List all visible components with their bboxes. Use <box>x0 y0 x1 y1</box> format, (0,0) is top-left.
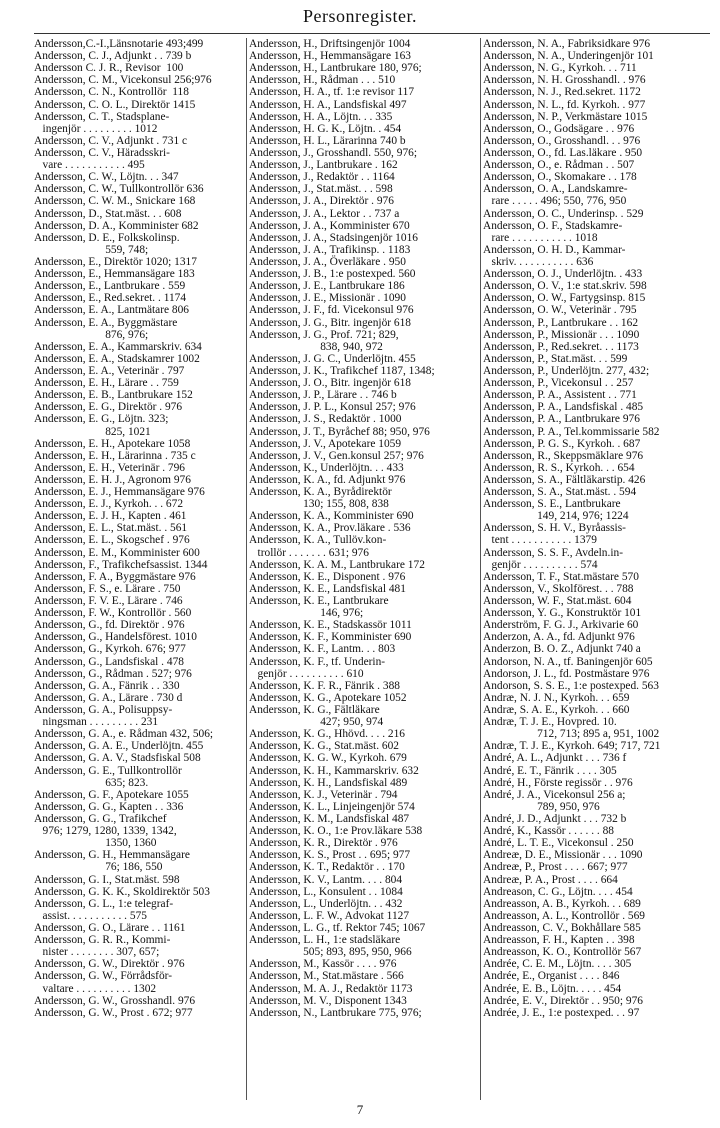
register-entry-line: Andreasson, F. H., Kapten . . 398 <box>483 934 635 947</box>
register-entry-line: Andersson, J. T., Byråchef 88; 950, 976 <box>249 425 430 438</box>
register-entry-line: Andersson, G. W., Direktör . 976 <box>34 958 185 971</box>
register-entry-line: Andersson, L., Underlöjtn. . . 432 <box>249 897 403 910</box>
register-entry-line: Andersson, S. E., Lantbrukare <box>483 498 621 511</box>
page-number: 7 <box>356 1102 364 1117</box>
register-entry-line: Andersson, K. L., Linjeingenjör 574 <box>249 800 415 813</box>
register-entry-line: Andersson, K. A., Komminister 690 <box>249 510 414 523</box>
register-entry-line: Andersson, K. A., Byrådirektör <box>249 486 392 499</box>
register-entry-line: Andrée, E. B., Löjtn. . . . . 454 <box>483 982 622 995</box>
register-entry-line: Andersson, K., Underlöjtn. . . 433 <box>249 461 404 474</box>
register-entry-line: Andersson, G. H., Hemmansägare <box>34 849 190 862</box>
register-entry-line: Andersson, E. M., Komminister 600 <box>34 546 200 559</box>
register-entry-line: Andersson, K. T., Redaktör . . 170 <box>249 861 405 874</box>
register-entry-line: Andreason, C. G., Löjtn. . . . 454 <box>483 885 633 898</box>
register-entry-line: Andersson, O., Skomakare . . 178 <box>483 171 637 184</box>
register-entry-line: trollör . . . . . . . 631; 976 <box>249 546 369 559</box>
register-entry-line: Andreæ, P. A., Prost . . . . 664 <box>483 873 618 886</box>
register-entry-line: Andersson, E. H., Lärarinna . 735 c <box>34 449 196 462</box>
register-entry-line: Andersson, N. J., Red.sekret. 1172 <box>483 86 641 99</box>
register-entry-line: Andrée, J. E., 1:e postexped. . . 97 <box>483 1006 640 1019</box>
register-entry-line: Andersson, K. E., Lantbrukare <box>249 595 389 608</box>
register-entry-line: Andersson, P. A., Assistent . . 771 <box>483 389 637 402</box>
register-entry-line: Andersson, K. R., Direktör . 976 <box>249 837 398 850</box>
register-entry-line: Andersson, G., Rådman . 527; 976 <box>34 667 192 680</box>
register-entry-line: Andersson, L. H., 1:e stadsläkare <box>249 934 401 947</box>
register-entry-line: Andersson, S. S. F., Avdeln.in- <box>483 546 624 559</box>
register-entry-line: nister . . . . . . . . 307, 657; <box>34 946 160 959</box>
register-entry-line: Andersson, J. P. L., Konsul 257; 976 <box>249 401 416 414</box>
register-entry-line: Andersson, O. F., Stadskamre- <box>483 219 623 232</box>
register-entry-line: Andreasson, A. B., Kyrkoh. . . 689 <box>483 897 641 910</box>
register-entry-line: Andersson, J. A., Direktör . 976 <box>249 195 394 208</box>
header-rule <box>34 33 710 34</box>
register-entry-line: Anderzon, B. O. Z., Adjunkt 740 a <box>483 643 641 656</box>
register-entry-line: Andersson, K. H., Landsfiskal 489 <box>249 776 408 789</box>
register-entry-line: 427; 950, 974 <box>249 716 384 729</box>
register-entry-line: Andersson, Y. G., Konstruktör 101 <box>483 607 642 620</box>
register-entry-line: Andersson, C. J., Adjunkt . . 739 b <box>34 50 192 63</box>
register-entry-line: Andersson, G. G., Trafikchef <box>34 813 167 825</box>
register-entry-line: Andersson, E. J. H., Kapten . 461 <box>34 510 187 523</box>
register-entry-line: Andersson, O. H. D., Kammar- <box>483 243 626 256</box>
register-entry-line: Andersson, N. A., Fabriksidkare 976 <box>483 38 651 50</box>
register-entry-line: Andersson, P., Stat.mäst. . . 599 <box>483 352 628 365</box>
register-entry-line: Andersson, N., Lantbrukare 775, 976; <box>249 1006 422 1019</box>
register-entry-line: Andersson, E. L., Stat.mäst. . 561 <box>34 522 188 535</box>
register-entry-line: Andræ, T. J. E., Hovpred. 10. <box>483 716 617 729</box>
register-entry-line: Andersson, K. V., Lantm. . . . 804 <box>249 873 403 886</box>
register-entry-line: Andersson, C. W., Löjtn. . . 347 <box>34 171 179 184</box>
register-entry-line: 712, 713; 895 a, 951, 1002 <box>483 728 660 741</box>
register-entry-line: Andersson, J. A., Trafikinsp. . 1183 <box>249 243 411 256</box>
register-entry-line: Andersson, G. F., Apotekare 1055 <box>34 788 189 801</box>
register-entry-line: Andersson, C. W. M., Snickare 168 <box>34 195 196 208</box>
register-entry-line: Andersson, E. B., Lantbrukare 152 <box>34 389 193 402</box>
register-entry-line: Andersson, P. A., Landsfiskal . 485 <box>483 401 644 414</box>
register-entry-line: Andersson, J. V., Apotekare 1059 <box>249 437 402 450</box>
register-entry-line: Andersson, K. G., Fältläkare <box>249 704 380 717</box>
register-entry-line: 635; 823. <box>34 776 149 789</box>
register-entry-line: Andersson, G. E., Tullkontrollör <box>34 764 182 777</box>
register-entry-line: Andersson, J. G., Prof. 721; 829, <box>249 328 399 341</box>
register-entry-line: Andersson, H. G. K., Löjtn. . 454 <box>249 122 402 135</box>
register-entry-line: Andersson, O., Godsägare . . 976 <box>483 122 635 135</box>
register-entry-line: Andersson, E. H., Apotekare 1058 <box>34 437 191 450</box>
register-entry-line: Andersson, E. J., Kyrkoh. . . 672 <box>34 498 184 511</box>
register-entry-line: Andræ, N. J. N., Kyrkoh. . . 659 <box>483 691 630 704</box>
register-entry-line: Andersson, O., e. Rådman . . 507 <box>483 159 635 172</box>
register-entry-line: Andersson, P., Lantbrukare . . 162 <box>483 316 639 329</box>
register-entry-line: Andersson, J., Lantbrukare . 162 <box>249 159 398 172</box>
register-entry-line: Andersson, J. A., Överläkare . 950 <box>249 255 406 268</box>
register-entry-line: Andersson, S. H. V., Byråassis- <box>483 522 626 535</box>
register-entry-line: Andersson, H., Hemmansägare 163 <box>249 50 411 63</box>
register-entry-line: André, L. T. E., Vicekonsul . 250 <box>483 837 634 850</box>
register-entry-line: genjör . . . . . . . . . . 610 <box>249 667 364 680</box>
register-entry-line: Andersson, S. A., Fältläkarstip. 426 <box>483 473 646 486</box>
register-entry-line: Andrée, E. V., Direktör . . 950; 976 <box>483 994 643 1007</box>
register-entry-line: Andersson, O. W., Veterinär . 795 <box>483 304 637 317</box>
register-column-3 <box>480 38 711 1100</box>
register-entry-line: Andersson, V., Skolförest. . . 788 <box>483 582 634 595</box>
register-entry-line: Andersson, H., Lantbrukare 180, 976; <box>249 62 422 75</box>
register-entry-line: Andersson, E. A., Kammarskriv. 634 <box>34 340 202 353</box>
register-entry-line: Andersson, O. V., 1:e stat.skriv. 598 <box>483 280 647 293</box>
register-column-2 <box>246 38 478 1100</box>
register-entry-line: Andersson, L. G., tf. Rektor 745; 1067 <box>249 921 426 934</box>
register-entry-line: Andersson, G. W., Prost . 672; 977 <box>34 1006 193 1019</box>
register-entry-line: Andersson, D., Stat.mäst. . . 608 <box>34 207 182 220</box>
register-entry-line: André, E. T., Fänrik . . . . 305 <box>483 764 617 777</box>
register-entry-line: Anderström, F. G. J., Arkivarie 60 <box>483 619 639 632</box>
register-entry-line: Andersson, G. I., Stat.mäst. 598 <box>34 873 180 886</box>
register-entry-line: Andersson, G. W., Förrådsför- <box>34 970 173 983</box>
register-entry-line: ingenjör . . . . . . . . . 1012 <box>34 122 158 135</box>
register-entry-line: Andersson C. J. R., Revisor 100 <box>34 62 184 75</box>
register-entry-line: Andersson, E. L., Skogschef . 976 <box>34 534 190 547</box>
register-entry-line: Andreæ, D. E., Missionär . . . 1090 <box>483 849 643 862</box>
register-entry-line: Andersson, O. A., Landskamre- <box>483 183 628 196</box>
register-entry-line: Andersson, G., fd. Direktör . 976 <box>34 619 185 632</box>
register-entry-line: Andersson, R., Skeppsmäklare 976 <box>483 449 644 462</box>
register-entry-line: Andersson, T. F., Stat.mästare 570 <box>483 570 639 583</box>
register-entry-line: Andersson, J. A., Komminister 670 <box>249 219 410 232</box>
register-entry-line: Andersson, E., Hemmansägare 183 <box>34 268 195 281</box>
register-entry-line: Andersson, K. A., fd. Adjunkt 976 <box>249 473 406 486</box>
register-entry-line: vare . . . . . . . . . . . 495 <box>34 159 145 172</box>
register-entry-line: Andreasson, C. V., Bokhållare 585 <box>483 921 641 934</box>
register-entry-line: Andreasson, A. L., Kontrollör . 569 <box>483 909 645 922</box>
register-entry-line: Andersson, O. J., Underlöjtn. . 433 <box>483 268 643 281</box>
register-entry-line: Andersson, G. A., Polisuppsy- <box>34 704 173 717</box>
register-entry-line: skriv. . . . . . . . . . . 636 <box>483 255 594 268</box>
register-entry-line: genjör . . . . . . . . . . 574 <box>483 558 598 571</box>
register-entry-line: Andersson, K. F. R., Fänrik . 388 <box>249 679 400 692</box>
register-column-1 <box>34 38 259 1100</box>
register-entry-line: Andersson, K. S., Prost . . 695; 977 <box>249 849 411 862</box>
register-entry-line: Andersson, F. V. E., Lärare . 746 <box>34 595 183 608</box>
register-entry-line: Andersson, J. S., Redaktör . 1000 <box>249 413 402 426</box>
register-entry-line: Andersson, J., Stat.mäst. . . 598 <box>249 183 393 196</box>
register-entry-line: André, A. L., Adjunkt . . . 736 f <box>483 752 627 765</box>
register-entry-line: Andersson, C. V., Adjunkt . 731 c <box>34 134 188 147</box>
register-entry-line: Andreasson, K. O., Kontrollör 567 <box>483 946 642 959</box>
register-entry-line: 789, 950, 976 <box>483 800 600 813</box>
register-entry-line: Andersson, K. E., Landsfiskal 481 <box>249 582 406 595</box>
register-entry-line: Andersson, J. G. C., Underlöjtn. 455 <box>249 352 416 365</box>
register-entry-line: Anderzon, A. A., fd. Adjunkt 976 <box>483 631 635 644</box>
register-entry-line: Andersson, K. G., Hhövd. . . . 216 <box>249 728 405 741</box>
register-entry-line: Andorson, N. A., tf. Baningenjör 605 <box>483 655 653 668</box>
register-entry-line: Andersson, K. E., Stadskassör 1011 <box>249 619 412 632</box>
register-entry-line: 1350, 1360 <box>34 837 157 850</box>
register-entry-line: Andersson, O., Grosshandl. . . 976 <box>483 134 641 147</box>
register-entry-line: Andrée, C. E. M., Löjtn. . . . 305 <box>483 958 632 971</box>
register-entry-line: André, J. A., Vicekonsul 256 a; <box>483 788 626 801</box>
register-entry-line: Andersson, E., Red.sekret. . 1174 <box>34 292 187 305</box>
register-entry-line: assist. . . . . . . . . . . 575 <box>34 909 147 922</box>
register-entry-line: Andræ, T. J. E., Kyrkoh. 649; 717, 721 <box>483 740 661 753</box>
register-entry-line: Andersson, K. H., Kammarskriv. 632 <box>249 764 419 777</box>
register-entry-line: Andersson, D. E., Folkskolinsp. <box>34 231 180 244</box>
register-entry-line: Andersson, E. A., Veterinär . 797 <box>34 364 185 377</box>
register-entry-line: Andersson, P., Underlöjtn. 277, 432; <box>483 364 650 377</box>
register-entry-line: Andorson, S. S. E., 1:e postexped. 563 <box>483 679 659 692</box>
register-entry-line: Andersson, O. W., Fartygsinsp. 815 <box>483 292 646 305</box>
register-entry-line: Andersson, K. G., Stat.mäst. 602 <box>249 740 399 753</box>
register-entry-line: Andræ, S. A. E., Kyrkoh. . . 660 <box>483 704 630 717</box>
register-columns <box>34 38 710 1100</box>
register-entry-line: 76; 186, 550 <box>34 861 163 874</box>
register-entry-line: Andersson, G. R. R., Kommi- <box>34 934 171 947</box>
register-entry-line: Andersson, H., Driftsingenjör 1004 <box>249 38 411 50</box>
register-entry-line: Andersson, C. O. L., Direktör 1415 <box>34 98 196 111</box>
register-entry-line: Andersson, G. O., Lärare . . 1161 <box>34 921 186 934</box>
register-entry-line: Andersson, M. V., Disponent 1343 <box>249 994 407 1007</box>
register-entry-line: Andersson, G. A., Lärare . 730 d <box>34 691 183 704</box>
register-entry-line: Andersson, J. A., Stadsingenjör 1016 <box>249 231 418 244</box>
register-entry-line: Andersson, E. G., Direktör . 976 <box>34 401 183 414</box>
register-entry-line: Andersson, G. G., Kapten . . 336 <box>34 800 184 813</box>
register-entry-line: Andersson, J. E., Lantbrukare 186 <box>249 280 405 293</box>
register-entry-line: Andersson, D. A., Komminister 682 <box>34 219 199 232</box>
register-entry-line: Andersson, J. F., fd. Vicekonsul 976 <box>249 304 414 317</box>
register-entry-line: Andersson, J. G., Bitr. ingenjör 618 <box>249 316 411 329</box>
register-entry-line: Andersson, H., Rådman . . . 510 <box>249 74 396 87</box>
register-entry-line: Andersson,C.-I.,Länsnotarie 493;499 <box>34 38 204 50</box>
register-entry-line: Andersson, F., Trafikchefsassist. 1344 <box>34 558 208 571</box>
register-entry-line: Andersson, G. A., e. Rådman 432, 506; <box>34 728 214 741</box>
register-entry-line: Andersson, J. P., Lärare . . 746 b <box>249 389 397 402</box>
register-entry-line: Andersson, J. A., Lektor . . 737 a <box>249 207 400 220</box>
register-entry-line: Andersson, E., Direktör 1020; 1317 <box>34 255 197 268</box>
register-entry-line: Andersson, K. A. M., Lantbrukare 172 <box>249 558 425 571</box>
page-title: Personregister. <box>303 6 417 26</box>
register-entry-line: Andersson, O., fd. Las.läkare . 950 <box>483 146 643 159</box>
register-entry-line: Andersson, F. A., Byggmästare 976 <box>34 570 196 583</box>
register-entry-line: 130; 155, 808, 838 <box>249 498 389 511</box>
register-entry-line: Andersson, G. A., Fänrik . . 330 <box>34 679 180 692</box>
register-entry-line: Andersson, P. A., Tel.kommissarie 582 <box>483 425 660 438</box>
register-entry-line: Andersson, H. A., Landsfiskal 497 <box>249 98 407 111</box>
register-entry-line: Andersson, F. S., e. Lärare . 750 <box>34 582 181 595</box>
register-entry-line: Andorson, J. L., fd. Postmästare 976 <box>483 667 650 680</box>
register-entry-line: Andersson, G., Handelsförest. 1010 <box>34 631 197 644</box>
register-entry-line: Andersson, C. M., Vicekonsul 256;976 <box>34 74 212 87</box>
register-entry-line: Andersson, E. H., Veterinär . 796 <box>34 461 186 474</box>
register-entry-line: Andersson, M., Kassör . . . . 976 <box>249 958 397 971</box>
register-entry-line: Andersson, J., Grosshandl. 550, 976; <box>249 146 418 159</box>
register-entry-line: Andersson, W. F., Stat.mäst. 604 <box>483 595 632 608</box>
register-entry-line: rare . . . . . . . . . . . 1018 <box>483 231 598 244</box>
register-entry-line: Andersson, K. F., Lantm. . . 803 <box>249 643 396 656</box>
register-entry-line: Andersson, G. K. K., Skoldirektör 503 <box>34 885 210 898</box>
register-entry-line: Andersson, C. N., Kontrollör 118 <box>34 86 189 99</box>
register-entry-line: Andersson, E. H. J., Agronom 976 <box>34 473 191 486</box>
register-entry-line: Andersson, E. G., Löjtn. 323; <box>34 413 169 426</box>
register-entry-line: Andersson, E. J., Hemmansägare 976 <box>34 486 205 499</box>
register-entry-line: Andersson, K. G. W., Kyrkoh. 679 <box>249 752 407 765</box>
register-entry-line: Andersson, P. A., Lantbrukare 976 <box>483 413 640 426</box>
register-entry-line: Andersson, J. B., 1:e postexped. 560 <box>249 268 416 281</box>
register-entry-line: Andersson, K. F., Komminister 690 <box>249 631 412 644</box>
register-entry-line: Andersson, H. A., Löjtn. . . 335 <box>249 110 393 123</box>
register-entry-line: 876, 976; <box>34 328 149 341</box>
register-entry-line: Andersson, G. L., 1:e telegraf- <box>34 897 174 910</box>
register-entry-line: Andersson, G. A. V., Stadsfiskal 508 <box>34 752 201 765</box>
register-entry-line: Andersson, L., Konsulent . . 1084 <box>249 885 403 898</box>
register-entry-line: Andersson, E. A., Stadskamrer 1002 <box>34 352 200 365</box>
register-entry-line: Andersson, K. M., Landsfiskal 487 <box>249 813 410 825</box>
register-entry-line: Andersson, N. A., Underingenjör 101 <box>483 50 654 63</box>
register-entry-line: Andersson, G., Kyrkoh. 676; 977 <box>34 643 186 656</box>
register-entry-line: 559, 748; <box>34 243 149 256</box>
register-entry-line: 146, 976; <box>249 607 364 620</box>
register-entry-line: Andersson, E. H., Lärare . . 759 <box>34 377 179 390</box>
register-entry-line: Andersson, C. V., Häradsskri- <box>34 146 170 159</box>
register-entry-line: Andersson, E. A., Byggmästare <box>34 316 178 329</box>
register-entry-line: Andersson, N. L., fd. Kyrkoh. . 977 <box>483 98 646 111</box>
register-entry-line: Andersson, H. L., Lärarinna 740 b <box>249 134 406 147</box>
register-entry-line: Andersson, E., Lantbrukare . 559 <box>34 280 186 293</box>
register-entry-line: Andrée, E., Organist . . . . 846 <box>483 970 620 983</box>
register-entry-line: Andersson, S. A., Stat.mäst. . 594 <box>483 486 637 499</box>
register-entry-line: Andersson, P. G. S., Kyrkoh. . 687 <box>483 437 641 450</box>
register-entry-line: Andersson, C. T., Stadsplane- <box>34 110 170 123</box>
register-entry-line: Andersson, C. W., Tullkontrollör 636 <box>34 183 204 196</box>
register-entry-line: Andersson, G. A. E., Underlöjtn. 455 <box>34 740 204 753</box>
register-entry-line: André, K., Kassör . . . . . . 88 <box>483 825 614 838</box>
register-entry-line: Andersson, K. O., 1:e Prov.läkare 538 <box>249 825 423 838</box>
register-entry-line: Andersson, N. H. Grosshandl. . 976 <box>483 74 646 87</box>
register-entry-line: Andersson, N. P., Verkmästare 1015 <box>483 110 648 123</box>
register-entry-line: Andersson, H. A., tf. 1:e revisor 117 <box>249 86 415 99</box>
register-entry-line: Andersson, J. K., Trafikchef 1187, 1348; <box>249 364 435 377</box>
register-entry-line: Andersson, M., Stat.mästare . 566 <box>249 970 404 983</box>
register-entry-line: Andersson, O. C., Underinsp. . 529 <box>483 207 644 220</box>
register-entry-line: Andersson, M. A. J., Redaktör 1173 <box>249 982 413 995</box>
register-entry-line: Andersson, F. W., Kontrollör . 560 <box>34 607 192 620</box>
register-entry-line: 838, 940, 972 <box>249 340 383 353</box>
register-entry-line: 976; 1279, 1280, 1339, 1342, <box>34 825 177 838</box>
register-entry-line: Andersson, K. E., Disponent . 976 <box>249 570 406 583</box>
register-entry-line: Andersson, K. A., Tullöv.kon- <box>249 534 387 547</box>
register-entry-line: André, J. D., Adjunkt . . . 732 b <box>483 813 627 825</box>
register-entry-line: Andersson, K. A., Prov.läkare . 536 <box>249 522 411 535</box>
register-entry-line: tent . . . . . . . . . . . 1379 <box>483 534 597 547</box>
register-entry-line: Andersson, P., Missionär . . . 1090 <box>483 328 640 341</box>
register-entry-line: Andersson, K. G., Apotekare 1052 <box>249 691 407 704</box>
register-entry-line: Andersson, N. G., Kyrkoh. . . 711 <box>483 62 637 75</box>
register-entry-line: Andersson, E. A., Lantmätare 806 <box>34 304 190 317</box>
register-entry-line: Andersson, J., Redaktör . . 1164 <box>249 171 395 184</box>
register-entry-line: Andersson, L. F. W., Advokat 1127 <box>249 909 410 922</box>
register-entry-line: Andersson, J. O., Bitr. ingenjör 618 <box>249 377 411 390</box>
register-entry-line: Andersson, P., Red.sekret. . . 1173 <box>483 340 639 353</box>
register-entry-line: Andersson, K. J., Veterinär . 794 <box>249 788 398 801</box>
register-entry-line: 825, 1021 <box>34 425 151 438</box>
register-entry-line: 505; 893, 895, 950, 966 <box>249 946 412 959</box>
register-entry-line: Andersson, P., Vicekonsul . . 257 <box>483 377 634 390</box>
register-entry-line: Andersson, R. S., Kyrkoh. . . 654 <box>483 461 635 474</box>
register-entry-line: rare . . . . . 496; 550, 776, 950 <box>483 195 627 208</box>
register-entry-line: Andersson, G. W., Grosshandl. 976 <box>34 994 196 1007</box>
register-entry-line: Andersson, G., Landsfiskal . 478 <box>34 655 184 668</box>
register-entry-line: ningsman . . . . . . . . . 231 <box>34 716 159 729</box>
register-entry-line: Andersson, K. F., tf. Underin- <box>249 655 386 668</box>
register-entry-line: Andreæ, P., Prost . . . . 667; 977 <box>483 861 628 874</box>
register-entry-line: valtare . . . . . . . . . . 1302 <box>34 982 157 995</box>
register-entry-line: André, H., Förste regissör . . 976 <box>483 776 633 789</box>
register-entry-line: Andersson, J. V., Gen.konsul 257; 976 <box>249 449 424 462</box>
register-entry-line: 149, 214, 976; 1224 <box>483 510 629 523</box>
register-entry-line: Andersson, J. E., Missionär . 1090 <box>249 292 406 305</box>
